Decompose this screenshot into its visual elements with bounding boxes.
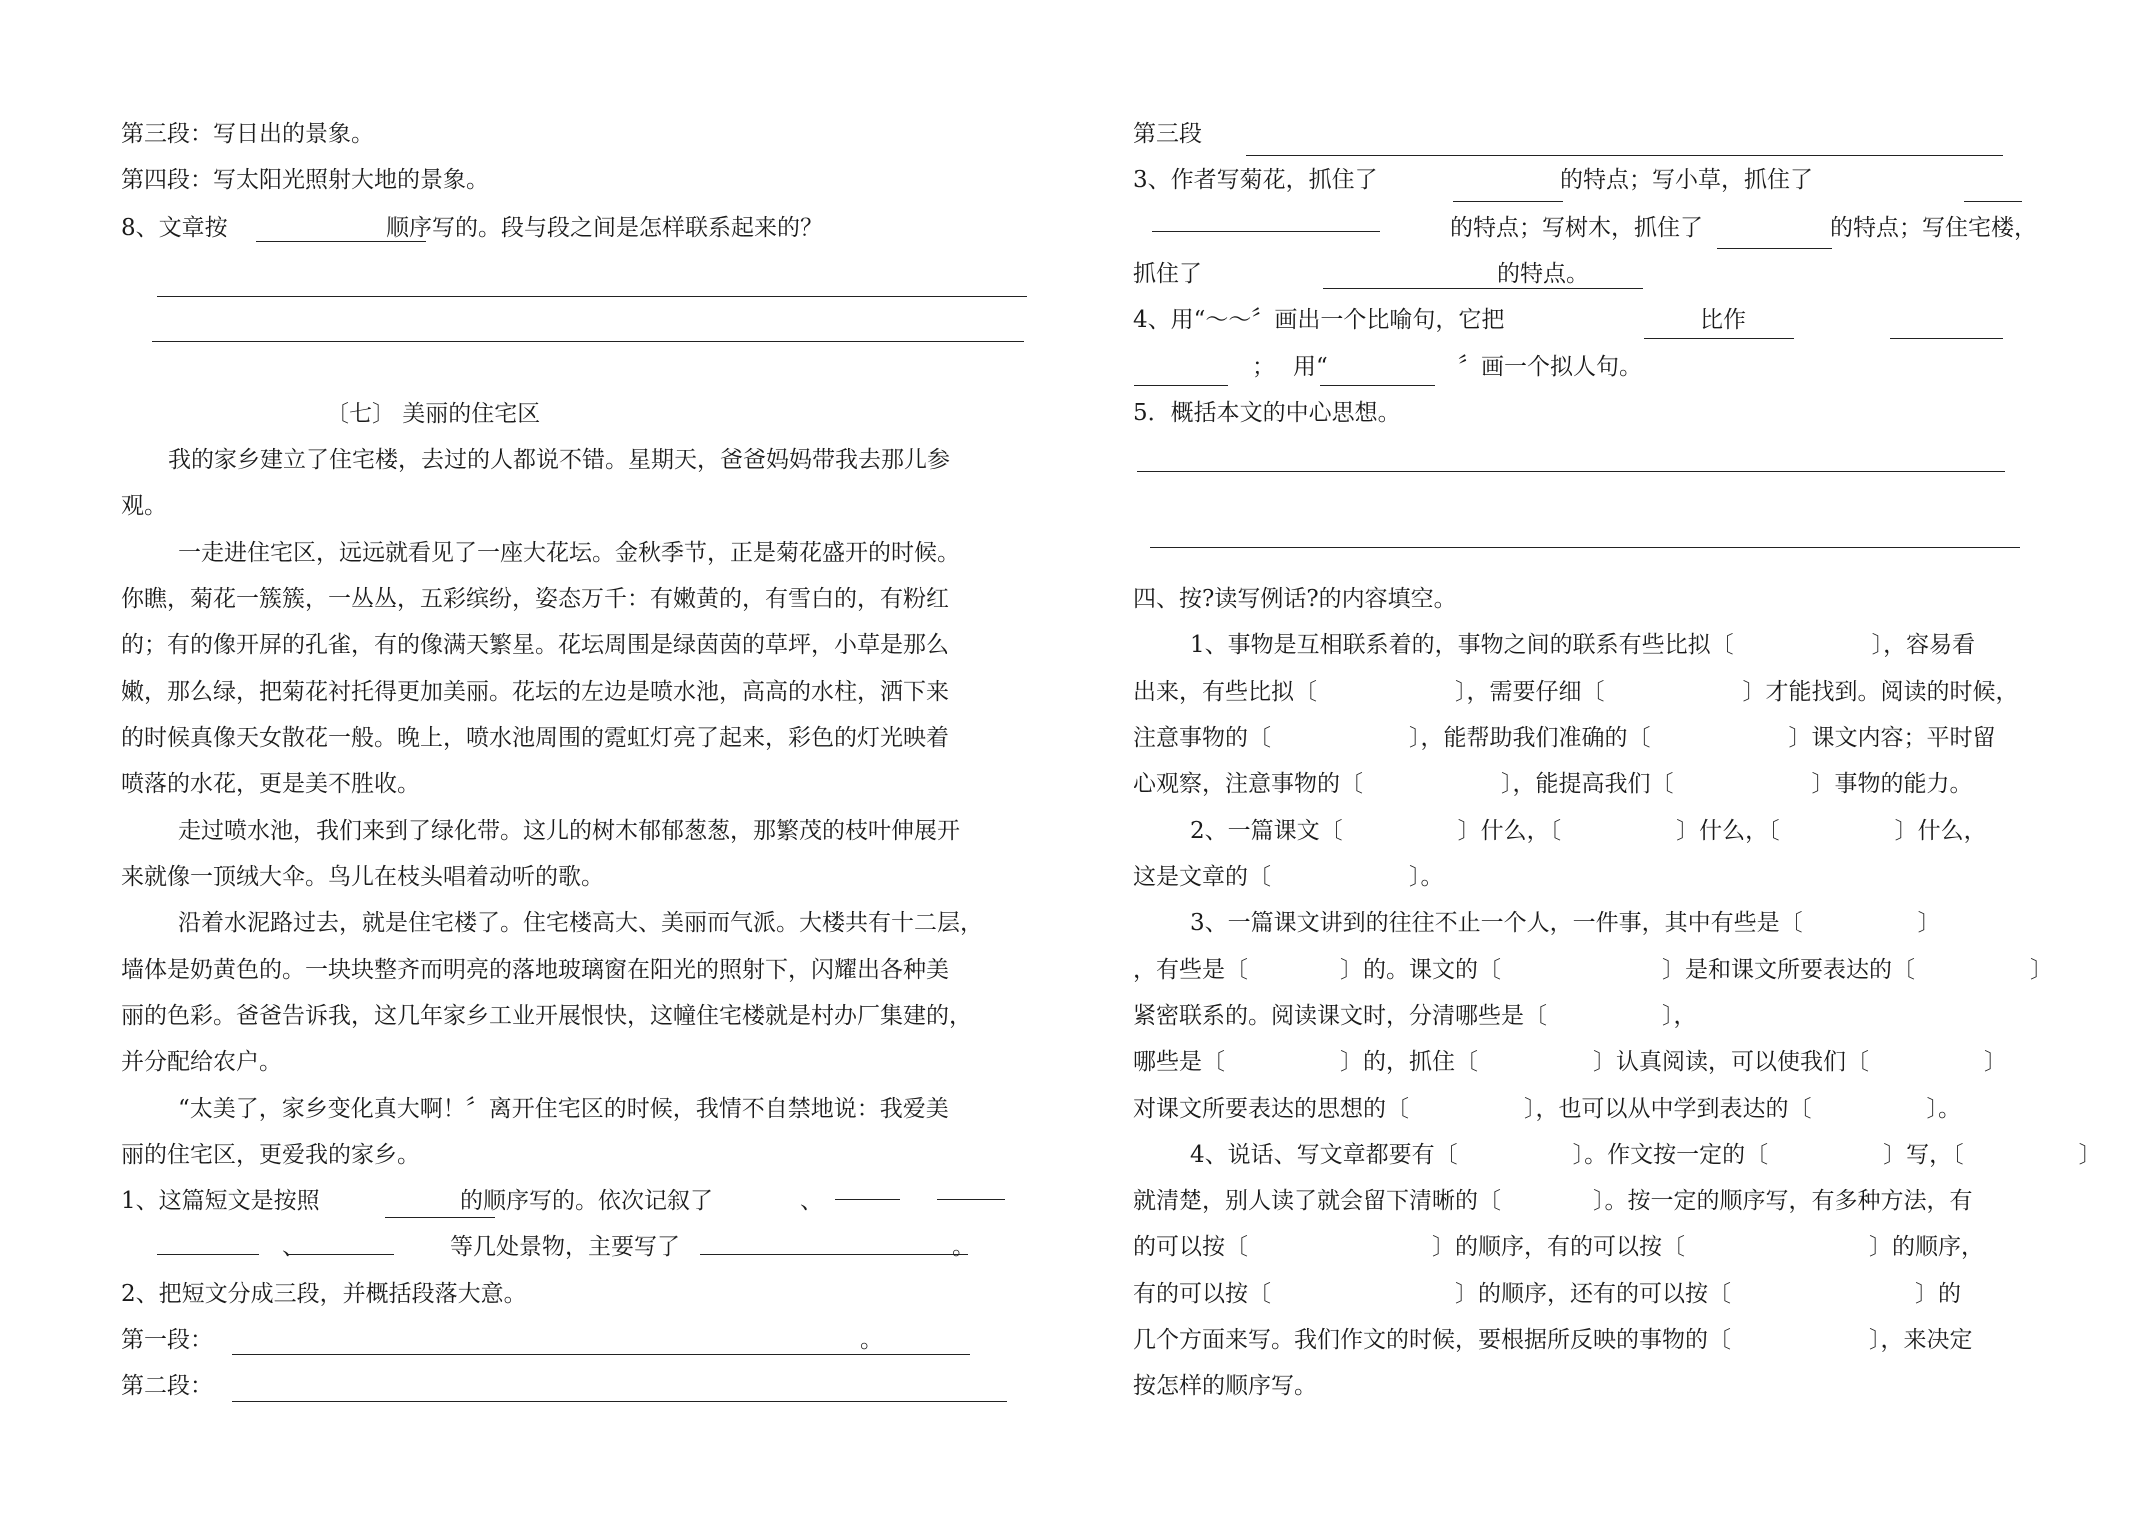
fill-line: 2、一篇课文〔 〕什么，〔 〕什么，〔 〕什么， (1190, 818, 1987, 844)
fill-line: 按怎样的顺序写。 (1133, 1373, 1317, 1399)
fill-line: 3、一篇课文讲到的往往不止一个人，一件事，其中有些是〔 〕 (1190, 910, 1941, 936)
passage-line: 你瞧，菊花一簇簇，一丛丛，五彩缤纷，姿态万千：有嫩黄的，有雪白的，有粉红 (121, 586, 949, 612)
question-1-blank[interactable] (937, 1199, 1005, 1200)
passage-line: 的时候真像天女散花一般。晚上，喷水池周围的霓虹灯亮了起来，彩色的灯光映着 (121, 725, 949, 751)
fill-line: 注意事物的〔 〕，能帮助我们准确的〔 〕课文内容；平时留 (1133, 725, 1996, 751)
question-4-blank[interactable] (1644, 338, 1794, 339)
passage-line: 墙体是奶黄色的。一块块整齐而明亮的落地玻璃窗在阳光的照射下，闪耀出各种美 (121, 957, 949, 983)
question-4-sep: ； (1252, 354, 1275, 380)
question-8-text: 顺序写的。段与段之间是怎样联系起来的？ (386, 215, 823, 241)
question-1-blank[interactable] (287, 1254, 394, 1255)
left-para-third-section: 第三段：写日出的景象。 (121, 121, 374, 147)
fill-line: 4、说话、写文章都要有〔 〕。作文按一定的〔 〕写，〔 〕 (1190, 1142, 2102, 1168)
passage-line: 并分配给农户。 (121, 1049, 282, 1075)
question-3-text: 的特点；写住宅楼， (1830, 215, 2037, 241)
passage-line: 嫩，那么绿，把菊花衬托得更加美丽。花坛的左边是喷水池，高高的水柱，洒下来 (121, 679, 949, 705)
question-3-blank[interactable] (1152, 231, 1380, 232)
fill-line: 对课文所要表达的思想的〔 〕，也可以从中学到表达的〔 〕。 (1133, 1096, 1961, 1122)
question-5-label: 5．概括本文的中心思想。 (1133, 400, 1401, 426)
passage-line: 丽的色彩。爸爸告诉我，这几年家乡工业开展恨快，这幢住宅楼就是村办厂集建的， (121, 1003, 972, 1029)
passage-line: 沿着水泥路过去，就是住宅楼了。住宅楼高大、美丽而气派。大楼共有十二层， (178, 910, 983, 936)
question-4-label: 4、用“～～〞画出一个比喻句，它把 (1133, 307, 1505, 333)
section-1-label: 第一段： (121, 1327, 213, 1353)
passage-line: 观。 (121, 493, 167, 519)
passage-line: 的；有的像开屏的孔雀，有的像满天繁星。花坛周围是绿茵茵的草坪，小草是那么 (121, 632, 949, 658)
passage-line: 我的家乡建立了住宅楼，去过的人都说不错。星期天，爸爸妈妈带我去那儿参 (168, 447, 950, 473)
answer-line[interactable] (1150, 547, 2020, 548)
question-3-text: 抓住了 (1133, 261, 1202, 287)
fill-line: 1、事物是互相联系着的，事物之间的联系有些比拟〔 〕，容易看 (1190, 632, 1976, 658)
passage-line: “太美了，家乡变化真大啊！〞离开住宅区的时候，我情不自禁地说：我爱美 (178, 1096, 949, 1122)
question-4-blank[interactable] (1320, 385, 1435, 386)
question-1-label: 1、这篇短文是按照 (121, 1188, 320, 1214)
fill-line: 心观察，注意事物的〔 〕，能提高我们〔 〕事物的能力。 (1133, 771, 1973, 797)
question-3-blank[interactable] (1323, 288, 1643, 289)
question-3-blank[interactable] (1964, 201, 2022, 202)
question-1-blank[interactable] (385, 1217, 495, 1218)
section-2-blank[interactable] (232, 1401, 1007, 1402)
question-4-blank[interactable] (1890, 338, 2003, 339)
fill-line: 哪些是〔 〕的，抓住〔 〕认真阅读，可以使我们〔 〕 (1133, 1049, 2007, 1075)
question-1-blank[interactable] (835, 1199, 900, 1200)
question-1-end: 。 (952, 1234, 975, 1260)
section-2-label: 第二段： (121, 1373, 213, 1399)
question-2-label: 2、把短文分成三段，并概括段落大意。 (121, 1281, 527, 1307)
fill-line: 的可以按〔 〕的顺序，有的可以按〔 〕的顺序， (1133, 1234, 1984, 1260)
question-1-sep: 、 (282, 1234, 305, 1260)
question-4-text: 用“ (1293, 354, 1328, 380)
question-1-blank[interactable] (157, 1254, 259, 1255)
section-1-end: 。 (860, 1327, 883, 1353)
fill-line: 这是文章的〔 〕。 (1133, 864, 1444, 890)
part-4-heading: 四、按?读写例话?的内容填空。 (1133, 586, 1457, 612)
fill-line: 就清楚，别人读了就会留下清晰的〔 〕。按一定的顺序写，有多种方法，有 (1133, 1188, 1973, 1214)
fill-line: 出来，有些比拟〔 〕，需要仔细〔 〕才能找到。阅读的时候， (1133, 679, 2019, 705)
answer-line[interactable] (1137, 471, 2005, 472)
passage-line: 来就像一顶绒大伞。鸟儿在枝头唱着动听的歌。 (121, 864, 604, 890)
fill-line: 几个方面来写。我们作文的时候，要根据所反映的事物的〔 〕，来决定 (1133, 1327, 1973, 1353)
section-title: 〔七〕 美丽的住宅区 (326, 401, 541, 427)
question-3-text: 的特点；写小草，抓住了 (1560, 167, 1813, 193)
fill-line: ，有些是〔 〕的。课文的〔 〕是和课文所要表达的〔 〕 (1133, 957, 2053, 983)
fill-line: 有的可以按〔 〕的顺序，还有的可以按〔 〕的 (1133, 1281, 1961, 1307)
question-1-text: 的顺序写的。依次记叙了 (460, 1188, 713, 1214)
question-3-blank[interactable] (1453, 201, 1563, 202)
section-3-label: 第三段 (1133, 121, 1202, 147)
left-para-fourth-section: 第四段：写太阳光照射大地的景象。 (121, 167, 489, 193)
passage-line: 丽的住宅区，更爱我的家乡。 (121, 1142, 420, 1168)
question-3-label: 3、作者写菊花，抓住了 (1133, 167, 1378, 193)
fill-line: 紧密联系的。阅读课文时，分清哪些是〔 〕， (1133, 1003, 1697, 1029)
question-4-text: 比作 (1700, 307, 1746, 333)
question-3-text: 的特点；写树木，抓住了 (1450, 215, 1703, 241)
question-1-sep: 、 (800, 1188, 823, 1214)
passage-line: 喷落的水花，更是美不胜收。 (121, 771, 420, 797)
answer-line[interactable] (152, 341, 1024, 342)
passage-line: 一走进住宅区，远远就看见了一座大花坛。金秋季节，正是菊花盛开的时候。 (178, 540, 960, 566)
question-3-blank[interactable] (1717, 248, 1832, 249)
section-3-blank[interactable] (1246, 155, 2003, 156)
question-1-blank[interactable] (700, 1254, 968, 1255)
question-1-text: 等几处景物，主要写了 (450, 1234, 680, 1260)
question-3-text: 的特点。 (1497, 261, 1589, 287)
question-4-text: 〞画一个拟人句。 (1458, 354, 1642, 380)
answer-line[interactable] (157, 296, 1027, 297)
question-8-label: 8、文章按 (121, 215, 228, 241)
question-4-blank[interactable] (1134, 385, 1228, 386)
passage-line: 走过喷水池，我们来到了绿化带。这儿的树木郁郁葱葱，那繁茂的枝叶伸展开 (178, 818, 960, 844)
